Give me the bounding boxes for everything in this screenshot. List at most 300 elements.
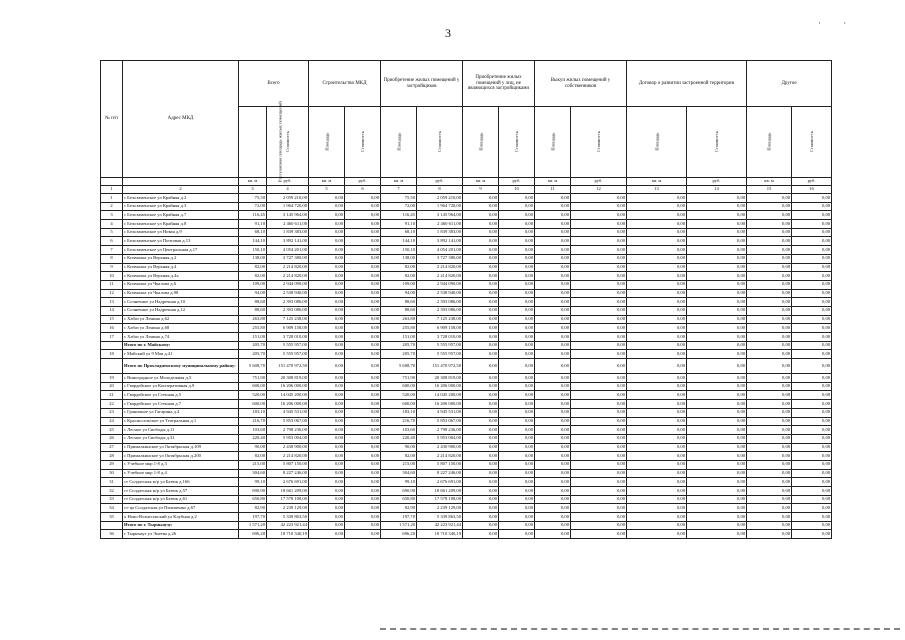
purchase-cost: 8 227 246,00 xyxy=(417,469,463,478)
zero-cell: 0,00 xyxy=(571,504,627,513)
zero-cell: 0,00 xyxy=(747,382,792,391)
zero-cell: 0,00 xyxy=(627,452,687,461)
zero-cell: 0,00 xyxy=(747,350,792,359)
construction-area: 0,00 xyxy=(309,460,345,469)
row-address: с Кичмалка ул Чкалова д.98 xyxy=(123,289,239,298)
zero-cell: 0,00 xyxy=(627,298,687,307)
zero-cell: 0,00 xyxy=(499,521,535,530)
total-cost: 2 214 820,00 xyxy=(267,272,309,281)
zero-cell: 0,00 xyxy=(499,487,535,496)
group-header: Строительство МКД xyxy=(309,61,381,107)
zero-cell: 0,00 xyxy=(463,350,499,359)
construction-cost: 0,00 xyxy=(345,504,381,513)
zero-cell: 0,00 xyxy=(627,254,687,263)
zero-cell: 0,00 xyxy=(463,400,499,409)
zero-cell: 0,00 xyxy=(792,289,832,298)
purchase-area: 696,20 xyxy=(381,530,417,539)
zero-cell: 0,00 xyxy=(747,324,792,333)
purchase-area: 99,10 xyxy=(381,478,417,487)
total-area: 520,00 xyxy=(239,391,267,400)
zero-cell: 0,00 xyxy=(463,469,499,478)
zero-cell: 0,00 xyxy=(571,426,627,435)
zero-cell: 0,00 xyxy=(627,289,687,298)
zero-cell: 0,00 xyxy=(627,228,687,237)
index-cell: 1 xyxy=(101,186,123,194)
row-address: с Солнечное ул Надречная д.12 xyxy=(123,306,239,315)
zero-cell: 0,00 xyxy=(535,254,571,263)
scan-artifact-lines xyxy=(380,628,900,636)
zero-cell: 0,00 xyxy=(627,263,687,272)
construction-cost: 0,00 xyxy=(345,460,381,469)
total-cost: 5 853 067,00 xyxy=(267,417,309,426)
row-address: с Белозаменское ул Крайняя д.8 xyxy=(123,220,239,229)
index-cell: 14 xyxy=(687,186,747,194)
zero-cell: 0,00 xyxy=(463,220,499,229)
zero-cell: 0,00 xyxy=(571,298,627,307)
zero-cell: 0,00 xyxy=(627,324,687,333)
row-address: с Белозаменское ул Крайняя д.7 xyxy=(123,211,239,220)
col-address-header: Адрес МКД xyxy=(123,61,239,178)
zero-cell: 0,00 xyxy=(687,434,747,443)
group-header: Всего xyxy=(239,61,309,107)
table-row xyxy=(101,298,832,307)
sub-header-label: Площадь xyxy=(477,133,483,151)
zero-cell: 0,00 xyxy=(463,228,499,237)
zero-cell: 0,00 xyxy=(535,460,571,469)
zero-cell: 0,00 xyxy=(571,443,627,452)
zero-cell: 0,00 xyxy=(499,220,535,229)
row-address: с Виноградное ул Молодежная д.5 xyxy=(123,374,239,383)
zero-cell: 0,00 xyxy=(627,521,687,530)
zero-cell: 0,00 xyxy=(687,228,747,237)
zero-cell: 0,00 xyxy=(463,478,499,487)
total-cost: 5 555 957,00 xyxy=(267,341,309,350)
zero-cell: 0,00 xyxy=(499,350,535,359)
zero-cell: 0,00 xyxy=(747,237,792,246)
zero-cell: 0,00 xyxy=(687,237,747,246)
table-row xyxy=(101,211,832,220)
zero-cell: 0,00 xyxy=(463,280,499,289)
construction-cost: 0,00 xyxy=(345,289,381,298)
row-address: Итого по г. Тырныаузу: xyxy=(123,521,239,530)
construction-area: 0,00 xyxy=(309,478,345,487)
row-number: 22 xyxy=(101,400,123,409)
total-area: 82,00 xyxy=(239,452,267,461)
zero-cell: 0,00 xyxy=(571,263,627,272)
construction-area: 0,00 xyxy=(309,452,345,461)
zero-cell: 0,00 xyxy=(535,426,571,435)
construction-area: 0,00 xyxy=(309,443,345,452)
zero-cell: 0,00 xyxy=(571,460,627,469)
purchase-area: 205,70 xyxy=(381,350,417,359)
row-number: 18 xyxy=(101,350,123,359)
zero-cell: 0,00 xyxy=(463,341,499,350)
zero-cell: 0,00 xyxy=(499,211,535,220)
zero-cell: 0,00 xyxy=(792,487,832,496)
construction-area: 0,00 xyxy=(309,237,345,246)
sub-header-label: Площадь xyxy=(766,133,772,151)
row-number: 28 xyxy=(101,452,123,461)
zero-cell: 0,00 xyxy=(535,272,571,281)
zero-cell: 0,00 xyxy=(463,246,499,255)
index-cell: 16 xyxy=(792,186,832,194)
zero-cell: 0,00 xyxy=(499,315,535,324)
purchase-area: 94,00 xyxy=(381,289,417,298)
row-number: 29 xyxy=(101,460,123,469)
construction-cost: 0,00 xyxy=(345,513,381,522)
zero-cell: 0,00 xyxy=(463,194,499,203)
sub-header xyxy=(535,107,571,178)
unit-cell: кв. м xyxy=(627,178,687,186)
purchase-cost: 5 953 004,00 xyxy=(417,434,463,443)
construction-cost: 0,00 xyxy=(345,306,381,315)
purchase-cost: 151 470 972,50 xyxy=(417,359,463,374)
row-number: 33 xyxy=(101,495,123,504)
zero-cell: 0,00 xyxy=(747,521,792,530)
row-address: с Хабаз ул Ленина д.68 xyxy=(123,324,239,333)
row-address: с Белозаменское ул Крайняя д.3 xyxy=(123,202,239,211)
construction-cost: 0,00 xyxy=(345,374,381,383)
zero-cell: 0,00 xyxy=(535,495,571,504)
total-area: 216,70 xyxy=(239,417,267,426)
purchase-cost: 3 892 141,00 xyxy=(417,237,463,246)
zero-cell: 0,00 xyxy=(463,487,499,496)
total-area: 72,00 xyxy=(239,202,267,211)
row-address: с Лесное ул Свободы д.31 xyxy=(123,434,239,443)
zero-cell: 0,00 xyxy=(627,237,687,246)
table-row xyxy=(101,194,832,203)
construction-area: 0,00 xyxy=(309,426,345,435)
zero-cell: 0,00 xyxy=(571,246,627,255)
table-row xyxy=(101,237,832,246)
zero-cell: 0,00 xyxy=(627,417,687,426)
zero-cell: 0,00 xyxy=(535,400,571,409)
zero-cell: 0,00 xyxy=(687,298,747,307)
index-cell: 11 xyxy=(535,186,571,194)
sub-header-label: Расселяемая площадь жилых помещений xyxy=(277,101,283,183)
row-address: х Ново-Вознесенский ул Клубная д.2 xyxy=(123,513,239,522)
purchase-area: 82,00 xyxy=(381,452,417,461)
total-cost: 1 964 720,00 xyxy=(267,202,309,211)
total-cost: 2 944 090,00 xyxy=(267,280,309,289)
total-area: 144,10 xyxy=(239,237,267,246)
row-number xyxy=(101,341,123,350)
zero-cell: 0,00 xyxy=(747,391,792,400)
table-row xyxy=(101,469,832,478)
construction-area: 0,00 xyxy=(309,504,345,513)
purchase-cost: 2 059 210,00 xyxy=(417,194,463,203)
sub-header xyxy=(381,107,417,178)
purchase-cost: 16 206 000,00 xyxy=(417,400,463,409)
row-number: 34 xyxy=(101,504,123,513)
zero-cell: 0,00 xyxy=(571,359,627,374)
total-area: 116,45 xyxy=(239,211,267,220)
zero-cell: 0,00 xyxy=(627,478,687,487)
construction-area: 0,00 xyxy=(309,341,345,350)
zero-cell: 0,00 xyxy=(571,254,627,263)
construction-area: 0,00 xyxy=(309,521,345,530)
total-area: 75,50 xyxy=(239,194,267,203)
construction-cost: 0,00 xyxy=(345,333,381,342)
zero-cell: 0,00 xyxy=(747,513,792,522)
index-cell: 12 xyxy=(571,186,627,194)
zero-cell: 0,00 xyxy=(627,434,687,443)
zero-cell: 0,00 xyxy=(687,417,747,426)
construction-cost: 0,00 xyxy=(345,220,381,229)
row-address: с Учебное мкр 1-8 д.3 xyxy=(123,460,239,469)
total-cost: 2 059 210,00 xyxy=(267,194,309,203)
construction-area: 0,00 xyxy=(309,254,345,263)
zero-cell: 0,00 xyxy=(535,513,571,522)
construction-area: 0,00 xyxy=(309,434,345,443)
zero-cell: 0,00 xyxy=(627,306,687,315)
row-number: 4 xyxy=(101,220,123,229)
total-cost: 1 839 383,00 xyxy=(267,228,309,237)
purchase-cost: 2 430 900,00 xyxy=(417,443,463,452)
row-number: 9 xyxy=(101,263,123,272)
construction-cost: 0,00 xyxy=(345,272,381,281)
zero-cell: 0,00 xyxy=(499,408,535,417)
zero-cell: 0,00 xyxy=(627,220,687,229)
table-row xyxy=(101,417,832,426)
total-area: 1 571,20 xyxy=(239,521,267,530)
row-address: с Кичмалка ул Верхняя д.4 xyxy=(123,263,239,272)
construction-area: 0,00 xyxy=(309,408,345,417)
purchase-cost: 3 727 380,00 xyxy=(417,254,463,263)
zero-cell: 0,00 xyxy=(535,228,571,237)
index-cell: 13 xyxy=(627,186,687,194)
purchase-cost: 18 710 340,19 xyxy=(417,530,463,539)
construction-cost: 0,00 xyxy=(345,263,381,272)
subtotal-row xyxy=(101,359,832,374)
zero-cell: 0,00 xyxy=(792,333,832,342)
table-row xyxy=(101,443,832,452)
sub-header xyxy=(267,107,309,178)
zero-cell: 0,00 xyxy=(687,530,747,539)
table-row xyxy=(101,374,832,383)
purchase-area: 91,10 xyxy=(381,220,417,229)
row-number: 24 xyxy=(101,417,123,426)
zero-cell: 0,00 xyxy=(535,434,571,443)
row-address: с Белозаменское ул Крайняя д.2 xyxy=(123,194,239,203)
unit-cell: руб. xyxy=(267,178,309,186)
row-address: с Кичмалка ул Верхняя д.4а xyxy=(123,272,239,281)
zero-cell: 0,00 xyxy=(463,298,499,307)
sub-header xyxy=(417,107,463,178)
zero-cell: 0,00 xyxy=(571,280,627,289)
zero-cell: 0,00 xyxy=(499,382,535,391)
purchase-area: 1 571,20 xyxy=(381,521,417,530)
units-row xyxy=(101,178,832,186)
construction-area: 0,00 xyxy=(309,263,345,272)
zero-cell: 0,00 xyxy=(747,530,792,539)
zero-cell: 0,00 xyxy=(747,263,792,272)
zero-cell: 0,00 xyxy=(687,333,747,342)
purchase-area: 138,00 xyxy=(381,254,417,263)
row-number: 23 xyxy=(101,408,123,417)
zero-cell: 0,00 xyxy=(535,246,571,255)
construction-area: 0,00 xyxy=(309,298,345,307)
zero-cell: 0,00 xyxy=(792,280,832,289)
zero-cell: 0,00 xyxy=(687,315,747,324)
purchase-cost: 3 145 964,00 xyxy=(417,211,463,220)
zero-cell: 0,00 xyxy=(792,315,832,324)
zero-cell: 0,00 xyxy=(463,237,499,246)
zero-cell: 0,00 xyxy=(747,452,792,461)
unit-cell xyxy=(123,178,239,186)
table-row xyxy=(101,408,832,417)
construction-cost: 0,00 xyxy=(345,434,381,443)
total-area: 197,70 xyxy=(239,513,267,522)
zero-cell: 0,00 xyxy=(792,202,832,211)
zero-cell: 0,00 xyxy=(463,408,499,417)
zero-cell: 0,00 xyxy=(792,272,832,281)
zero-cell: 0,00 xyxy=(627,513,687,522)
zero-cell: 0,00 xyxy=(687,443,747,452)
unit-cell xyxy=(101,178,123,186)
row-number: 10 xyxy=(101,272,123,281)
construction-cost: 0,00 xyxy=(345,452,381,461)
table-row xyxy=(101,289,832,298)
zero-cell: 0,00 xyxy=(535,237,571,246)
total-cost: 3 145 964,00 xyxy=(267,211,309,220)
zero-cell: 0,00 xyxy=(535,391,571,400)
unit-cell: руб. xyxy=(687,178,747,186)
zero-cell: 0,00 xyxy=(571,220,627,229)
zero-cell: 0,00 xyxy=(792,237,832,246)
zero-cell: 0,00 xyxy=(747,220,792,229)
purchase-cost: 2 460 611,00 xyxy=(417,220,463,229)
zero-cell: 0,00 xyxy=(463,211,499,220)
row-address: с Прималкинское ул Октябрьская д.200 xyxy=(123,452,239,461)
zero-cell: 0,00 xyxy=(499,263,535,272)
zero-cell: 0,00 xyxy=(792,350,832,359)
housing-table-sheet xyxy=(100,60,831,580)
row-number: 27 xyxy=(101,443,123,452)
zero-cell: 0,00 xyxy=(627,315,687,324)
zero-cell: 0,00 xyxy=(687,246,747,255)
unit-cell: руб. xyxy=(571,178,627,186)
zero-cell: 0,00 xyxy=(687,382,747,391)
subtotal-row xyxy=(101,341,832,350)
total-cost: 2 214 820,00 xyxy=(267,263,309,272)
zero-cell: 0,00 xyxy=(499,280,535,289)
sub-header xyxy=(463,107,499,178)
zero-cell: 0,00 xyxy=(747,460,792,469)
sub-header-label: Стоимость xyxy=(284,131,290,153)
total-cost: 151 470 972,50 xyxy=(267,359,309,374)
row-number: 21 xyxy=(101,391,123,400)
total-area: 650,80 xyxy=(239,495,267,504)
total-area: 690,90 xyxy=(239,487,267,496)
zero-cell: 0,00 xyxy=(463,359,499,374)
zero-cell: 0,00 xyxy=(571,272,627,281)
page-number: 3 xyxy=(445,26,451,40)
purchase-cost: 2 393 086,00 xyxy=(417,306,463,315)
construction-cost: 0,00 xyxy=(345,495,381,504)
zero-cell: 0,00 xyxy=(627,460,687,469)
purchase-cost: 5 339 863,50 xyxy=(417,513,463,522)
sub-header xyxy=(747,107,792,178)
construction-cost: 0,00 xyxy=(345,530,381,539)
zero-cell: 0,00 xyxy=(571,315,627,324)
zero-cell: 0,00 xyxy=(792,374,832,383)
zero-cell: 0,00 xyxy=(535,280,571,289)
zero-cell: 0,00 xyxy=(687,513,747,522)
zero-cell: 0,00 xyxy=(792,382,832,391)
table-row xyxy=(101,504,832,513)
zero-cell: 0,00 xyxy=(499,460,535,469)
zero-cell: 0,00 xyxy=(499,254,535,263)
zero-cell: 0,00 xyxy=(571,452,627,461)
construction-cost: 0,00 xyxy=(345,194,381,203)
construction-cost: 0,00 xyxy=(345,202,381,211)
total-cost: 2 460 611,00 xyxy=(267,220,309,229)
zero-cell: 0,00 xyxy=(687,359,747,374)
zero-cell: 0,00 xyxy=(499,272,535,281)
purchase-area: 116,45 xyxy=(381,211,417,220)
zero-cell: 0,00 xyxy=(535,487,571,496)
purchase-area: 600,00 xyxy=(381,400,417,409)
zero-cell: 0,00 xyxy=(747,359,792,374)
row-number: 25 xyxy=(101,426,123,435)
total-area: 220,40 xyxy=(239,434,267,443)
zero-cell: 0,00 xyxy=(499,374,535,383)
table-row xyxy=(101,254,832,263)
construction-cost: 0,00 xyxy=(345,280,381,289)
table-row xyxy=(101,495,832,504)
zero-cell: 0,00 xyxy=(687,487,747,496)
construction-area: 0,00 xyxy=(309,289,345,298)
zero-cell: 0,00 xyxy=(463,333,499,342)
zero-cell: 0,00 xyxy=(499,324,535,333)
total-area: 109,00 xyxy=(239,280,267,289)
zero-cell: 0,00 xyxy=(747,228,792,237)
total-cost: 16 206 000,00 xyxy=(267,400,309,409)
zero-cell: 0,00 xyxy=(463,254,499,263)
row-number xyxy=(101,521,123,530)
purchase-cost: 1 839 383,00 xyxy=(417,228,463,237)
row-number: 16 xyxy=(101,324,123,333)
zero-cell: 0,00 xyxy=(687,254,747,263)
purchase-cost: 16 206 000,00 xyxy=(417,382,463,391)
total-area: 103,60 xyxy=(239,426,267,435)
purchase-area: 150,10 xyxy=(381,246,417,255)
zero-cell: 0,00 xyxy=(687,341,747,350)
unit-cell: руб. xyxy=(499,178,535,186)
row-number: 12 xyxy=(101,289,123,298)
row-address: с Прималкинское ул Октябрьская д.109 xyxy=(123,443,239,452)
total-cost: 5 555 957,00 xyxy=(267,350,309,359)
construction-cost: 0,00 xyxy=(345,521,381,530)
zero-cell: 0,00 xyxy=(499,246,535,255)
zero-cell: 0,00 xyxy=(792,220,832,229)
zero-cell: 0,00 xyxy=(792,504,832,513)
purchase-cost: 3 728 010,00 xyxy=(417,333,463,342)
zero-cell: 0,00 xyxy=(499,417,535,426)
zero-cell: 0,00 xyxy=(627,194,687,203)
purchase-area: 205,70 xyxy=(381,341,417,350)
zero-cell: 0,00 xyxy=(535,194,571,203)
total-area: 751,90 xyxy=(239,374,267,383)
row-address: ст-ца Солдатская ул Пилипенко д.67 xyxy=(123,504,239,513)
row-number: 30 xyxy=(101,469,123,478)
zero-cell: 0,00 xyxy=(747,194,792,203)
purchase-area: 263,80 xyxy=(381,315,417,324)
zero-cell: 0,00 xyxy=(747,478,792,487)
purchase-cost: 6 909 158,00 xyxy=(417,324,463,333)
zero-cell: 0,00 xyxy=(499,478,535,487)
